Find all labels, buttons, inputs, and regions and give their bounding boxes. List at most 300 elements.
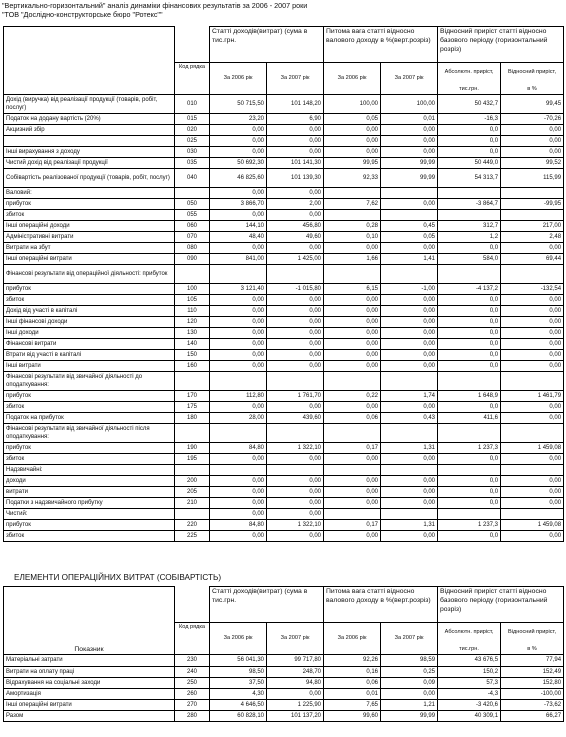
row-name-cell: збиток bbox=[4, 454, 175, 465]
share-2007-header: За 2007 рік bbox=[381, 63, 438, 95]
rel-growth-cell: 77,94 bbox=[501, 655, 564, 667]
row-name-cell: Дохід (виручка) від реалізації продукції (товарів, робіт, послуг) bbox=[4, 95, 175, 114]
row-name-cell: Чистий: bbox=[4, 509, 175, 520]
value-2007-cell: 439,60 bbox=[267, 413, 324, 424]
table-row bbox=[4, 147, 564, 158]
value-2006-cell: 0,00 bbox=[210, 243, 267, 254]
abs-growth-cell: 0,0 bbox=[438, 328, 501, 339]
row-code-cell: 205 bbox=[175, 487, 210, 498]
value-2007-cell: 0,00 bbox=[267, 147, 324, 158]
value-2007-cell: 1 761,70 bbox=[267, 391, 324, 402]
growth-group-header: Відносний приріст статті відносно базового періоду (горизонтальний розріз) bbox=[438, 27, 564, 63]
value-2006-cell: 4,30 bbox=[210, 689, 267, 700]
abs-growth-cell bbox=[438, 210, 501, 221]
share-2007-cell bbox=[381, 465, 438, 476]
abs-growth-cell: 1 237,3 bbox=[438, 443, 501, 454]
abs-growth-cell bbox=[438, 465, 501, 476]
share-2006-cell: 0,00 bbox=[324, 243, 381, 254]
value-2007-cell: 0,00 bbox=[267, 350, 324, 361]
table-row bbox=[4, 487, 564, 498]
row-code-cell: 190 bbox=[175, 443, 210, 454]
share-2006-cell bbox=[324, 265, 381, 284]
share-2007-cell: 1,21 bbox=[381, 700, 438, 711]
row-code-cell: 015 bbox=[175, 114, 210, 125]
share-2007-cell bbox=[381, 372, 438, 391]
value-2006-cell: 0,00 bbox=[210, 147, 267, 158]
share-2006-cell: 0,00 bbox=[324, 498, 381, 509]
share-2006-cell bbox=[324, 424, 381, 443]
row-name-cell: Витрати на оплату праці bbox=[4, 667, 175, 678]
row-code-cell: 090 bbox=[175, 254, 210, 265]
abs-growth-cell: 0,0 bbox=[438, 498, 501, 509]
share-2007-cell: 0,00 bbox=[381, 317, 438, 328]
table-row bbox=[4, 169, 564, 188]
rel-growth-cell: 152,49 bbox=[501, 667, 564, 678]
value-2006-cell: 84,80 bbox=[210, 443, 267, 454]
rel-growth-cell bbox=[501, 465, 564, 476]
share-2006-cell: 0,00 bbox=[324, 476, 381, 487]
rel-growth-cell: 0,00 bbox=[501, 328, 564, 339]
share-group-header-2: Питома вага статті відносно валового доходу в %(верт.розріз) bbox=[324, 587, 438, 623]
share-2006-cell: 6,15 bbox=[324, 284, 381, 295]
share-2007-cell: 0,09 bbox=[381, 678, 438, 689]
row-code-cell: 050 bbox=[175, 199, 210, 210]
abs-growth-cell: 0,0 bbox=[438, 350, 501, 361]
table-row bbox=[4, 454, 564, 465]
value-2006-cell: 0,00 bbox=[210, 188, 267, 199]
rel-growth-cell: 152,80 bbox=[501, 678, 564, 689]
row-code-cell: 040 bbox=[175, 169, 210, 188]
share-2006-cell: 0,00 bbox=[324, 531, 381, 542]
row-name-cell: доходи bbox=[4, 476, 175, 487]
row-code-cell: 260 bbox=[175, 689, 210, 700]
abs-growth-cell: 0,0 bbox=[438, 454, 501, 465]
row-code-cell: 030 bbox=[175, 147, 210, 158]
share-2006-cell: 0,00 bbox=[324, 306, 381, 317]
abs-growth-cell: 1,2 bbox=[438, 232, 501, 243]
row-code-cell bbox=[175, 509, 210, 520]
share-2007-cell: 0,05 bbox=[381, 232, 438, 243]
abs-growth-cell: 584,0 bbox=[438, 254, 501, 265]
rel-growth-cell: 69,44 bbox=[501, 254, 564, 265]
share-2006-header-2: За 2006 рік bbox=[324, 623, 381, 655]
share-2007-cell: 99,99 bbox=[381, 158, 438, 169]
rel-growth-cell bbox=[501, 372, 564, 391]
abs-growth-label: Абсолютн. приріст, bbox=[444, 69, 494, 75]
value-2007-cell: 101 137,20 bbox=[267, 711, 324, 722]
row-name-cell bbox=[4, 136, 175, 147]
rel-growth-cell: 2,48 bbox=[501, 232, 564, 243]
value-2007-cell: 101 139,30 bbox=[267, 169, 324, 188]
rel-growth-cell: 0,00 bbox=[501, 136, 564, 147]
share-2006-cell bbox=[324, 372, 381, 391]
row-code-cell: 280 bbox=[175, 711, 210, 722]
table-row bbox=[4, 317, 564, 328]
financial-results-table bbox=[3, 26, 564, 542]
row-code-cell: 025 bbox=[175, 136, 210, 147]
table-row bbox=[4, 476, 564, 487]
row-code-cell bbox=[175, 188, 210, 199]
share-2007-cell bbox=[381, 188, 438, 199]
value-2007-cell: 0,00 bbox=[267, 210, 324, 221]
share-2006-cell: 0,00 bbox=[324, 454, 381, 465]
abs-growth-cell bbox=[438, 188, 501, 199]
rel-growth-cell bbox=[501, 424, 564, 443]
table-row bbox=[4, 509, 564, 520]
table-row bbox=[4, 232, 564, 243]
row-name-cell: прибуток bbox=[4, 284, 175, 295]
rel-growth-cell: 217,00 bbox=[501, 221, 564, 232]
share-2007-cell bbox=[381, 509, 438, 520]
share-2006-cell: 0,28 bbox=[324, 221, 381, 232]
abs-growth-cell: 40 309,1 bbox=[438, 711, 501, 722]
company-name: "ТОВ "Дослідно-конструкторське бюро "Ротекс"" bbox=[2, 10, 163, 19]
share-2006-cell: 92,33 bbox=[324, 169, 381, 188]
share-2006-cell: 0,00 bbox=[324, 339, 381, 350]
row-name-cell: збиток bbox=[4, 402, 175, 413]
table-row bbox=[4, 295, 564, 306]
row-name-cell: Інші вирахування з доходу bbox=[4, 147, 175, 158]
rel-growth-unit-2: в % bbox=[527, 646, 537, 652]
rel-growth-cell bbox=[501, 188, 564, 199]
abs-growth-cell: 43 676,5 bbox=[438, 655, 501, 667]
year-2006-header-2: За 2006 рік bbox=[210, 623, 267, 655]
share-2006-cell: 0,06 bbox=[324, 678, 381, 689]
value-2007-cell: 0,00 bbox=[267, 402, 324, 413]
value-2006-cell: 0,00 bbox=[210, 476, 267, 487]
row-code-cell: 270 bbox=[175, 700, 210, 711]
share-2007-cell: 1,31 bbox=[381, 520, 438, 531]
row-code-cell: 180 bbox=[175, 413, 210, 424]
abs-growth-cell bbox=[438, 372, 501, 391]
share-2006-cell: 0,00 bbox=[324, 328, 381, 339]
table-row bbox=[4, 391, 564, 402]
value-2007-cell: 49,60 bbox=[267, 232, 324, 243]
value-2006-cell: 0,00 bbox=[210, 136, 267, 147]
abs-growth-label-2: Абсолютн. приріст, bbox=[444, 629, 494, 635]
table-row bbox=[4, 210, 564, 221]
abs-growth-cell: 1 237,3 bbox=[438, 520, 501, 531]
value-2006-cell: 37,50 bbox=[210, 678, 267, 689]
abs-growth-cell: 0,0 bbox=[438, 317, 501, 328]
share-2007-cell: 0,00 bbox=[381, 295, 438, 306]
rel-growth-cell bbox=[501, 210, 564, 221]
value-2006-cell: 56 041,30 bbox=[210, 655, 267, 667]
share-2007-cell: 1,31 bbox=[381, 443, 438, 454]
row-code-cell: 160 bbox=[175, 361, 210, 372]
value-2006-cell: 0,00 bbox=[210, 487, 267, 498]
value-2007-cell bbox=[267, 372, 324, 391]
share-2006-cell: 0,00 bbox=[324, 487, 381, 498]
row-name-cell: Фінансові результати від операційної діяльності: прибуток bbox=[4, 265, 175, 284]
table-row bbox=[4, 125, 564, 136]
row-name-cell: Амортизація bbox=[4, 689, 175, 700]
abs-growth-unit: тис.грн. bbox=[459, 86, 479, 92]
rel-growth-cell: -70,26 bbox=[501, 114, 564, 125]
share-2007-cell bbox=[381, 210, 438, 221]
abs-growth-cell: -4 137,2 bbox=[438, 284, 501, 295]
value-2006-cell bbox=[210, 465, 267, 476]
table-row bbox=[4, 520, 564, 531]
value-2007-cell: 0,00 bbox=[267, 136, 324, 147]
row-name-cell: Собівартість реалізованої продукції (товарів, робіт, послуг) bbox=[4, 169, 175, 188]
value-2006-cell: 0,00 bbox=[210, 531, 267, 542]
share-2006-cell: 1,66 bbox=[324, 254, 381, 265]
abs-growth-header bbox=[438, 63, 501, 95]
value-2007-cell: 456,80 bbox=[267, 221, 324, 232]
row-name-cell: Адміністративні витрати bbox=[4, 232, 175, 243]
abs-growth-cell: -3 864,7 bbox=[438, 199, 501, 210]
share-2007-cell: 0,43 bbox=[381, 413, 438, 424]
row-code-cell bbox=[175, 424, 210, 443]
share-2007-cell: 0,00 bbox=[381, 328, 438, 339]
share-group-header: Питома вага статті відносно валового доходу в %(верт.розріз) bbox=[324, 27, 438, 63]
value-2006-cell: 98,50 bbox=[210, 667, 267, 678]
abs-growth-unit-2: тис.грн. bbox=[459, 646, 479, 652]
table-row bbox=[4, 95, 564, 114]
table-row bbox=[4, 498, 564, 509]
value-2007-cell bbox=[267, 265, 324, 284]
rel-growth-cell: 115,99 bbox=[501, 169, 564, 188]
row-code-cell bbox=[175, 465, 210, 476]
row-name-cell: Фінансові результати від звичайної діяльності після оподаткування: bbox=[4, 424, 175, 443]
share-2007-cell: 0,00 bbox=[381, 487, 438, 498]
share-2007-cell: 0,00 bbox=[381, 199, 438, 210]
share-2007-cell: 0,00 bbox=[381, 476, 438, 487]
row-name-cell: збиток bbox=[4, 295, 175, 306]
share-2006-cell: 0,00 bbox=[324, 295, 381, 306]
value-2006-cell: 0,00 bbox=[210, 454, 267, 465]
rel-growth-cell bbox=[501, 265, 564, 284]
rel-growth-cell: 99,52 bbox=[501, 158, 564, 169]
value-2006-cell: 48,40 bbox=[210, 232, 267, 243]
value-2007-cell: -1 015,80 bbox=[267, 284, 324, 295]
row-code-cell: 240 bbox=[175, 667, 210, 678]
rel-growth-cell: -99,95 bbox=[501, 199, 564, 210]
rel-growth-cell: 0,00 bbox=[501, 350, 564, 361]
row-name-cell: Валовий: bbox=[4, 188, 175, 199]
row-code-cell: 055 bbox=[175, 210, 210, 221]
rel-growth-cell: 0,00 bbox=[501, 339, 564, 350]
value-2007-cell: 6,90 bbox=[267, 114, 324, 125]
abs-growth-cell: -3 420,6 bbox=[438, 700, 501, 711]
table-row bbox=[4, 424, 564, 443]
share-2007-cell: 0,01 bbox=[381, 114, 438, 125]
year-2007-header-2: За 2007 рік bbox=[267, 623, 324, 655]
value-2007-cell: 0,00 bbox=[267, 243, 324, 254]
value-2006-cell: 0,00 bbox=[210, 509, 267, 520]
abs-growth-cell: 411,6 bbox=[438, 413, 501, 424]
value-2007-cell: 1 425,00 bbox=[267, 254, 324, 265]
value-2007-cell: 0,00 bbox=[267, 317, 324, 328]
row-name-cell: Разом bbox=[4, 711, 175, 722]
table-row bbox=[4, 465, 564, 476]
value-2007-cell: 0,00 bbox=[267, 509, 324, 520]
share-2006-cell: 0,10 bbox=[324, 232, 381, 243]
value-2006-cell: 0,00 bbox=[210, 361, 267, 372]
table-row bbox=[4, 158, 564, 169]
abs-growth-cell: 0,0 bbox=[438, 402, 501, 413]
share-2006-cell bbox=[324, 509, 381, 520]
share-2007-cell: 0,00 bbox=[381, 147, 438, 158]
table-row bbox=[4, 402, 564, 413]
value-2007-cell: 1 322,10 bbox=[267, 520, 324, 531]
row-code-cell: 105 bbox=[175, 295, 210, 306]
row-name-cell: Фінансові витрати bbox=[4, 339, 175, 350]
share-2007-header-2: За 2007 рік bbox=[381, 623, 438, 655]
abs-growth-cell: 0,0 bbox=[438, 361, 501, 372]
share-2007-cell: 0,00 bbox=[381, 498, 438, 509]
table-row bbox=[4, 361, 564, 372]
report-title: "Вертикально-горизонтальний" аналіз динаміки фінансових результатів за 2006 - 2007 роки bbox=[2, 1, 308, 10]
share-2007-cell: 0,00 bbox=[381, 306, 438, 317]
rel-growth-header bbox=[501, 63, 564, 95]
table-row bbox=[4, 199, 564, 210]
value-2007-cell bbox=[267, 424, 324, 443]
value-2006-cell: 0,00 bbox=[210, 498, 267, 509]
abs-growth-cell: 0,0 bbox=[438, 125, 501, 136]
row-code-cell: 080 bbox=[175, 243, 210, 254]
value-2007-cell: 0,00 bbox=[267, 487, 324, 498]
table-row bbox=[4, 689, 564, 700]
table-row bbox=[4, 350, 564, 361]
rel-growth-cell: 1 459,08 bbox=[501, 520, 564, 531]
row-code-cell: 120 bbox=[175, 317, 210, 328]
rel-growth-cell: 66,27 bbox=[501, 711, 564, 722]
share-2006-cell: 0,00 bbox=[324, 402, 381, 413]
share-2007-cell: 1,74 bbox=[381, 391, 438, 402]
share-2006-cell: 0,00 bbox=[324, 136, 381, 147]
row-code-cell: 070 bbox=[175, 232, 210, 243]
value-2007-cell: 0,00 bbox=[267, 476, 324, 487]
value-2006-cell bbox=[210, 372, 267, 391]
value-2006-cell: 0,00 bbox=[210, 350, 267, 361]
row-name-cell: прибуток bbox=[4, 443, 175, 454]
share-2006-cell: 0,17 bbox=[324, 443, 381, 454]
value-2007-cell: 0,00 bbox=[267, 361, 324, 372]
rel-growth-cell: -73,62 bbox=[501, 700, 564, 711]
share-2006-cell bbox=[324, 465, 381, 476]
share-2007-cell: 100,00 bbox=[381, 95, 438, 114]
rel-growth-cell: 0,00 bbox=[501, 402, 564, 413]
value-2006-cell: 841,00 bbox=[210, 254, 267, 265]
table-row bbox=[4, 254, 564, 265]
abs-growth-cell: 50 449,0 bbox=[438, 158, 501, 169]
elements-header: Показник bbox=[4, 587, 175, 655]
rel-growth-cell: 1 459,08 bbox=[501, 443, 564, 454]
share-2006-cell: 0,17 bbox=[324, 520, 381, 531]
row-name-cell: Дохід від участі в капіталі bbox=[4, 306, 175, 317]
table-row bbox=[4, 339, 564, 350]
growth-group-header-2: Відносний приріст статті відносно базового періоду (горизонтальний розріз) bbox=[438, 587, 564, 623]
value-2006-cell: 0,00 bbox=[210, 328, 267, 339]
row-name-cell: Інші фінансові доходи bbox=[4, 317, 175, 328]
row-code-cell: 220 bbox=[175, 520, 210, 531]
table-row bbox=[4, 188, 564, 199]
row-code-cell: 250 bbox=[175, 678, 210, 689]
share-2007-cell: 0,45 bbox=[381, 221, 438, 232]
row-name-cell: Матеріальні затрати bbox=[4, 655, 175, 667]
rel-growth-cell bbox=[501, 509, 564, 520]
rel-growth-cell: 0,00 bbox=[501, 147, 564, 158]
section-title: ЕЛЕМЕНТИ ОПЕРАЦІЙНИХ ВИТРАТ (СОБІВАРТІСТЬ) bbox=[14, 573, 222, 582]
table-row bbox=[4, 221, 564, 232]
share-2006-cell: 0,06 bbox=[324, 413, 381, 424]
row-code-cell: 225 bbox=[175, 531, 210, 542]
abs-growth-cell: 0,0 bbox=[438, 476, 501, 487]
abs-growth-cell: 57,3 bbox=[438, 678, 501, 689]
abs-growth-cell: -4,3 bbox=[438, 689, 501, 700]
abs-growth-cell: 1 648,9 bbox=[438, 391, 501, 402]
abs-growth-cell: 312,7 bbox=[438, 221, 501, 232]
rel-growth-cell: 0,00 bbox=[501, 361, 564, 372]
row-code-cell: 200 bbox=[175, 476, 210, 487]
value-2006-cell: 60 828,10 bbox=[210, 711, 267, 722]
share-2007-cell: 99,99 bbox=[381, 169, 438, 188]
value-2007-cell: 0,00 bbox=[267, 295, 324, 306]
row-name-cell: Інші доходи bbox=[4, 328, 175, 339]
row-name-cell: Відрахування на соціальні заходи bbox=[4, 678, 175, 689]
row-code-cell: 210 bbox=[175, 498, 210, 509]
value-2007-cell: 0,00 bbox=[267, 454, 324, 465]
share-2006-cell: 0,01 bbox=[324, 689, 381, 700]
code-header-top bbox=[175, 27, 210, 63]
row-name-cell: збиток bbox=[4, 210, 175, 221]
rel-growth-cell: -100,00 bbox=[501, 689, 564, 700]
share-2006-cell: 7,62 bbox=[324, 199, 381, 210]
table-row bbox=[4, 114, 564, 125]
abs-growth-cell: 0,0 bbox=[438, 243, 501, 254]
share-2007-cell bbox=[381, 424, 438, 443]
row-name-cell: Інші витрати bbox=[4, 361, 175, 372]
rel-growth-cell: 0,00 bbox=[501, 487, 564, 498]
rel-growth-cell: 0,00 bbox=[501, 454, 564, 465]
rel-growth-cell: 0,00 bbox=[501, 531, 564, 542]
row-code-cell: 020 bbox=[175, 125, 210, 136]
value-2006-cell: 112,80 bbox=[210, 391, 267, 402]
share-2007-cell bbox=[381, 265, 438, 284]
share-2007-cell: 0,00 bbox=[381, 350, 438, 361]
rel-growth-cell: -132,54 bbox=[501, 284, 564, 295]
row-name-cell: Податки з надзвичайного прибутку bbox=[4, 498, 175, 509]
value-2007-cell bbox=[267, 465, 324, 476]
rel-growth-cell: 0,00 bbox=[501, 125, 564, 136]
rel-growth-cell: 0,00 bbox=[501, 413, 564, 424]
row-name-cell: збиток bbox=[4, 531, 175, 542]
table-row bbox=[4, 306, 564, 317]
code-header-top-2 bbox=[175, 587, 210, 623]
row-code-cell: 100 bbox=[175, 284, 210, 295]
row-code-cell: 010 bbox=[175, 95, 210, 114]
value-2007-cell: 248,70 bbox=[267, 667, 324, 678]
abs-growth-cell: 0,0 bbox=[438, 147, 501, 158]
value-2007-cell: 0,00 bbox=[267, 689, 324, 700]
share-2006-cell: 0,16 bbox=[324, 667, 381, 678]
value-2006-cell: 23,20 bbox=[210, 114, 267, 125]
row-code-cell: 130 bbox=[175, 328, 210, 339]
share-2006-cell: 0,00 bbox=[324, 125, 381, 136]
abs-growth-cell: 0,0 bbox=[438, 531, 501, 542]
row-code-cell: 230 bbox=[175, 655, 210, 667]
value-2006-cell: 0,00 bbox=[210, 295, 267, 306]
value-2007-cell: 0,00 bbox=[267, 339, 324, 350]
value-2006-cell: 0,00 bbox=[210, 125, 267, 136]
abs-growth-cell: 0,0 bbox=[438, 136, 501, 147]
row-name-cell: Фінансові результати від звичайної діяльності до оподаткування: bbox=[4, 372, 175, 391]
share-2006-cell: 0,00 bbox=[324, 147, 381, 158]
row-name-cell: Податок на додану вартість (20%) bbox=[4, 114, 175, 125]
share-2007-cell: 0,00 bbox=[381, 339, 438, 350]
